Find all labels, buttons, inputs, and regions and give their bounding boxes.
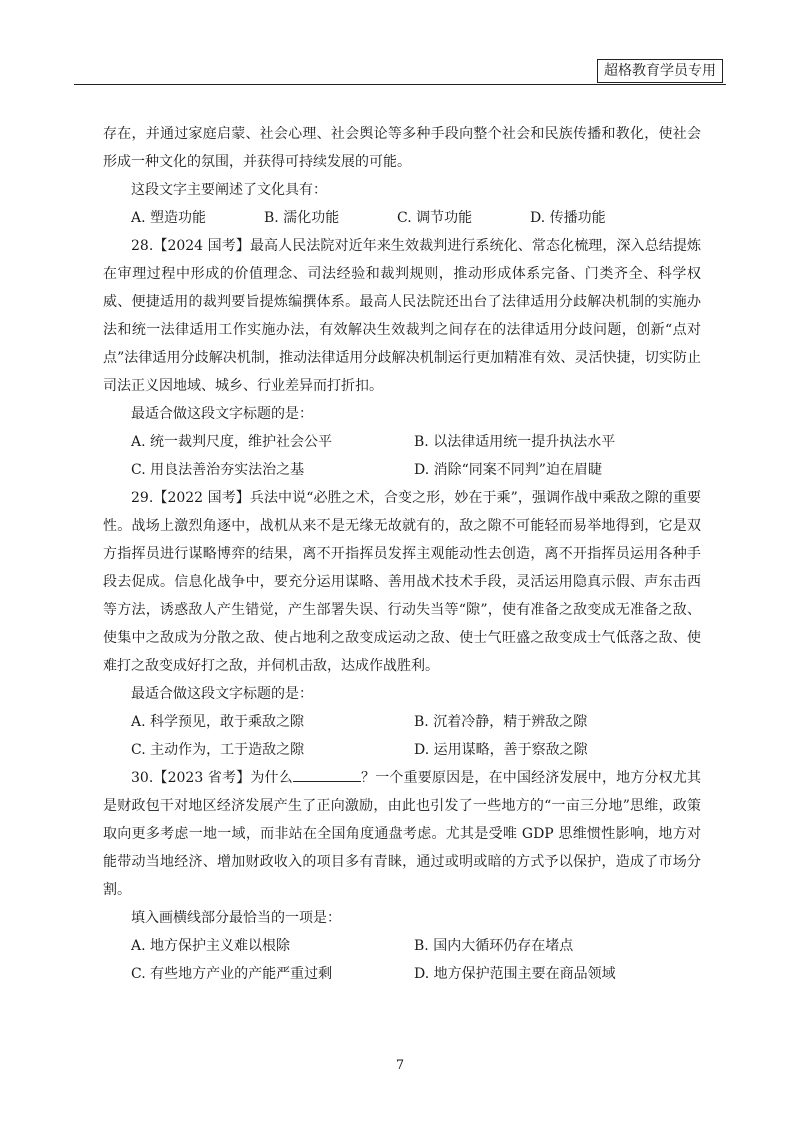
exam-tag: 【2022 国考】 [153, 490, 250, 506]
intro-question: 这段文字主要阐述了文化具有： [131, 182, 327, 198]
option-d: D. 地方保护范围主要在商品领域 [414, 966, 616, 982]
question-28-prompt: 最适合做这段文字标题的是： [131, 406, 313, 422]
question-30-prompt: 填入画横线部分最恰当的一项是： [131, 910, 341, 926]
page-number: 7 [395, 1058, 405, 1073]
question-28-options-row-1 [103, 428, 701, 456]
question-28-options-row-2 [103, 456, 701, 484]
option-c: C. 主动作为，工于造敌之隙 [131, 742, 305, 758]
question-number: 29. [131, 490, 154, 506]
question-number: 30. [131, 770, 154, 786]
option-b: B. 沉着冷静，精于辨敌之隙 [414, 714, 588, 730]
question-29 [103, 484, 701, 680]
header-label: 超格教育学员专用 [597, 59, 723, 83]
option-c: C. 有些地方产业的产能严重过剩 [131, 966, 333, 982]
option-d: D. 传播功能 [530, 210, 606, 226]
question-text: 最高人民法院对近年来生效裁判进行系统化、常态化梳理，深入总结提炼在审理过程中形成的价值理念、司法经验和裁判规则，推动形成体系完备、门类齐全、科学权威、便捷适用的裁判要旨提炼编撰体系。最高人民法院还出台了法律适用分歧解决机制的实施办法和统一法律适用工作实施办法，有效解决生效裁判之间存在的法律适用分歧问题，创新“点对点”法律适用分歧解决机制，推动法律适用分歧解决机制运行更加精准有效、灵活快捷，切实防止司法正义因地域、城乡、行业差异而打折扣。 [103, 238, 701, 394]
question-30-options-row-1 [103, 932, 701, 960]
exam-tag: 【2024 国考】 [153, 238, 250, 254]
question-number: 28. [131, 238, 154, 254]
question-text: 兵法中说“必胜之术，合变之形，妙在于乘”，强调作战中乘敌之隙的重要性。战场上激烈角逐中，战机从来不是无缘无故就有的，敌之隙不可能轻而易举地得到，它是双方指挥员进行谋略博弈的结果，离不开指挥员发挥主观能动性去创造，离不开指挥员运用各种手段去促成。信息化战争中，要充分运用谋略、善用战术技术手段，灵活运用隐真示假、声东击西等方法，诱惑敌人产生错觉，产生部署失误、行动失当等“隙”，使有准备之敌变成无准备之敌、使集中之敌成为分散之敌、使占地利之敌变成运动之敌、使士气旺盛之敌变成士气低落之敌、使难打之敌变成好打之敌，并伺机击敌，达成作战胜利。 [103, 490, 701, 674]
intro-continuation: 存在，并通过家庭启蒙、社会心理、社会舆论等多种手段向整个社会和民族传播和教化，使社会形成一种文化的氛围，并获得可持续发展的可能。 [103, 126, 701, 170]
document-body [103, 120, 701, 988]
option-a: A. 地方保护主义难以根除 [131, 938, 291, 954]
question-lead: 为什么 [250, 770, 293, 786]
option-c: C. 用良法善治夯实法治之基 [131, 462, 305, 478]
question-29-prompt: 最适合做这段文字标题的是： [131, 686, 313, 702]
option-b: B. 以法律适用统一提升执法水平 [414, 434, 616, 450]
option-b: B. 濡化功能 [264, 210, 340, 226]
question-text: ？一个重要原因是，在中国经济发展中，地方分权尤其是财政包干对地区经济发展产生了正向激励，由此也引发了一些地方的“一亩三分地”思维，政策取向更多考虑一地一域，而非站在全国角度通盘考虑。尤其是受唯 GDP 思维惯性影响，地方对能带动当地经济、增加财政收入的项目多有青睐，通过或明或暗的方式予以保护，造成了市场分割。 [103, 770, 701, 898]
question-28 [103, 232, 701, 400]
question-29-options-row-1 [103, 708, 701, 736]
option-a: A. 科学预见，敢于乘敌之隙 [131, 714, 305, 730]
question-30 [103, 764, 701, 904]
option-d: D. 消除“同案不同判”迫在眉睫 [414, 462, 602, 478]
option-c: C. 调节功能 [397, 210, 473, 226]
question-30-options-row-2 [103, 960, 701, 988]
option-b: B. 国内大循环仍存在堵点 [414, 938, 574, 954]
question-29-options-row-2 [103, 736, 701, 764]
option-d: D. 运用谋略，善于察敌之隙 [414, 742, 588, 758]
option-a: A. 塑造功能 [131, 210, 207, 226]
header-divider [74, 84, 726, 85]
exam-tag: 【2023 省考】 [153, 770, 251, 786]
intro-options [103, 204, 701, 232]
fill-in-blank [293, 765, 361, 782]
option-a: A. 统一裁判尺度，维护社会公平 [131, 434, 333, 450]
